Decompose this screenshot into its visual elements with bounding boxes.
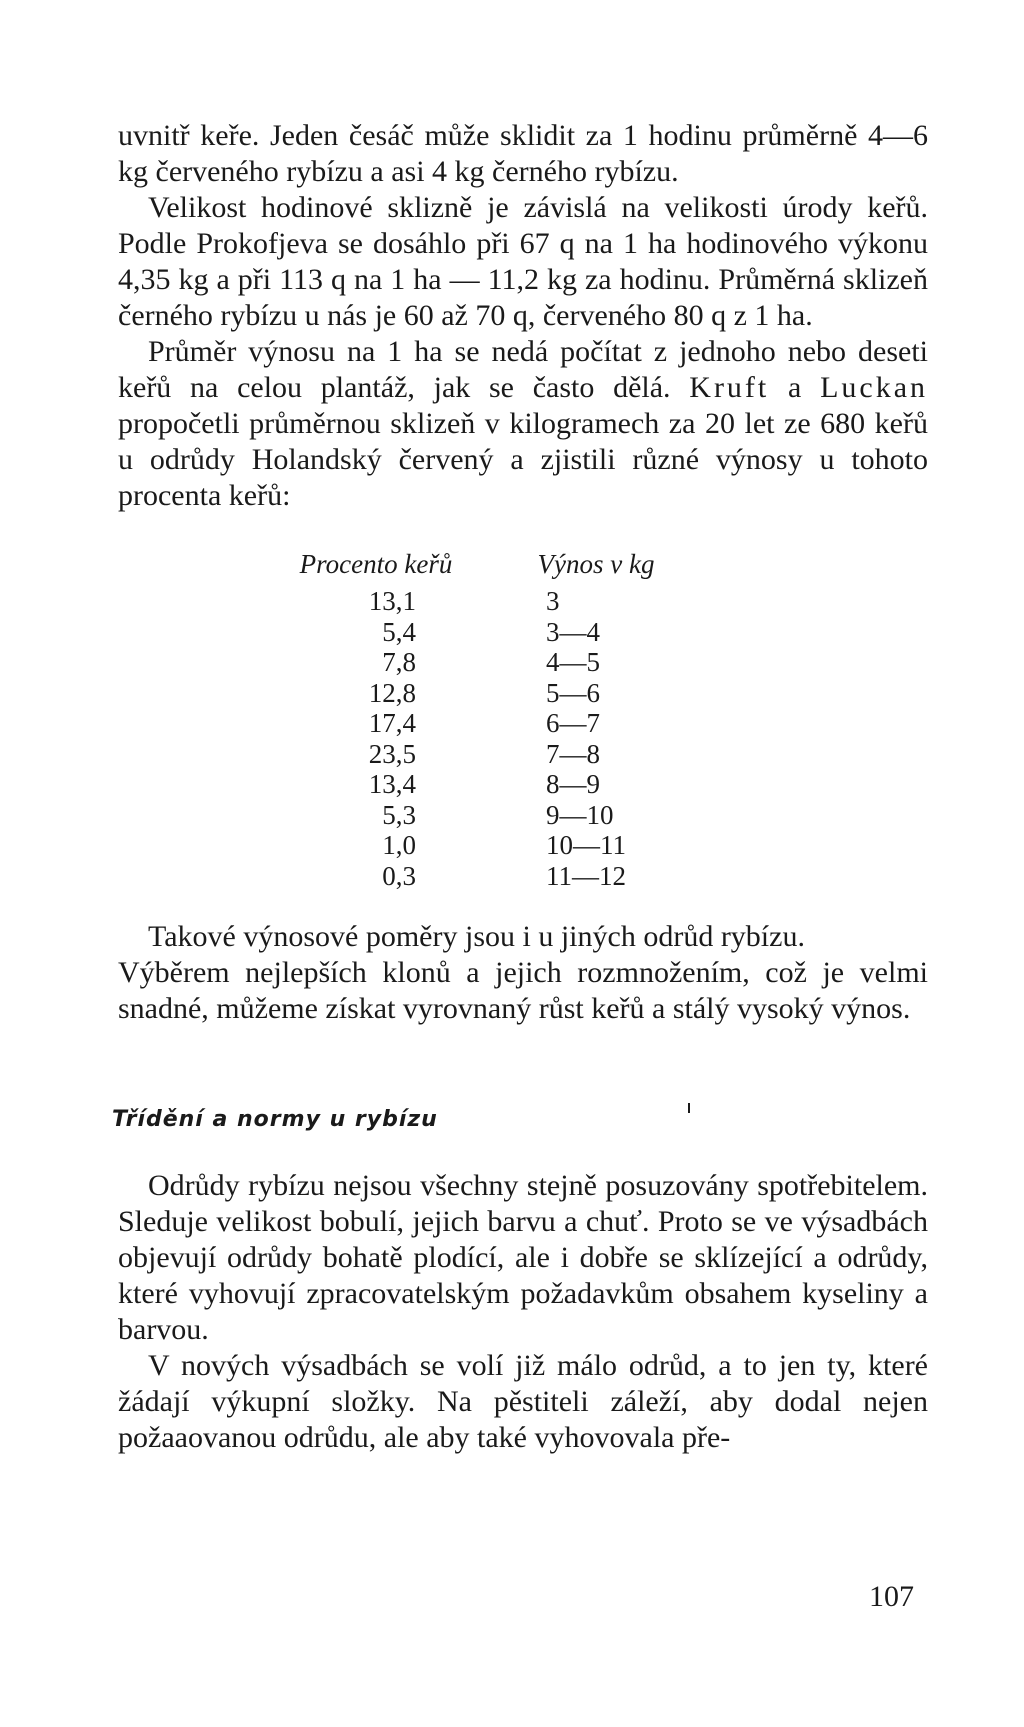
cell-yield: 8—9 <box>546 769 600 799</box>
cell-percent: 12,8 <box>368 677 416 708</box>
yield-table <box>256 548 726 891</box>
cell-percent: 1,0 <box>382 830 416 860</box>
cell-yield: 7—8 <box>546 738 600 769</box>
page-content <box>112 118 929 1456</box>
paragraph-2: Velikost hodinové sklizně je závislá na velikosti úrody keřů. Podle Prokofjeva se dosáhlo při 67 q na 1 ha hodinového výkonu 4,35 kg a při 113 q na 1 ha — 11,2 kg za hodinu. Průměrná sklizeň černého rybízu u nás je 60 až 70 q, červeného 80 q z 1 ha. <box>118 191 928 332</box>
table-row <box>256 586 726 617</box>
cell-percent: 7,8 <box>382 647 416 677</box>
paragraph-5: Výběrem nejlepších klonů a jejich rozmnožením, což je velmi snadné, můžeme získat vyrovnaný růst keřů a stálý vysoký výnos. <box>118 956 928 1025</box>
cell-yield: 4—5 <box>546 647 600 677</box>
table-row <box>256 617 726 648</box>
table-row <box>256 861 726 892</box>
paragraph-3 <box>118 334 928 514</box>
paragraph-3-text-after: propočetli průměrnou sklizeň v kilogramech za 20 let ze 680 keřů u odrůdy Holandský červený a zjistili různé výnosy u tohoto procenta keřů: <box>118 407 928 512</box>
section-paragraph-1: Odrůdy rybízu nejsou všechny stejně posuzovány spotřebitelem. Sleduje velikost bobulí, jejich barvu a chuť. Proto se ve výsadbách objevují odrůdy bohatě plodící, ale i dobře se sklízející a odrůdy, které vyhovují zpracovatelským požadavkům obsahem kyseliny a barvou. <box>118 1169 928 1346</box>
cell-percent: 13,1 <box>368 586 416 616</box>
paragraph-3-text-before: Průměr výnosu na 1 ha se nedá počítat z jednoho nebo deseti keřů na celou plantáž, jak se často dělá. <box>118 335 928 404</box>
paragraph-1: uvnitř keře. Jeden česáč může sklidit za 1 hodinu průměrně 4—6 kg červeného rybízu a asi 4 kg černého rybízu. <box>118 119 928 188</box>
author-name-luckan: Luckan <box>820 371 929 404</box>
cell-yield: 6—7 <box>546 708 600 738</box>
cell-yield: 3—4 <box>546 616 600 647</box>
cell-percent: 5,3 <box>382 799 416 830</box>
table-row <box>256 739 726 770</box>
table-header <box>256 548 726 580</box>
cell-percent: 13,4 <box>368 769 416 799</box>
cell-percent: 0,3 <box>382 860 416 891</box>
author-name-kruft: Kruft <box>689 371 770 404</box>
page-number: 107 <box>869 1580 914 1613</box>
cell-percent: 17,4 <box>368 708 416 738</box>
section-paragraph-2: V nových výsadbách se volí již málo odrůd, a to jen ty, které žádají výkupní složky. Na pěstiteli záleží, aby dodal nejen požaaovanou odrůdu, ale aby také vyhovovala pře- <box>118 1349 928 1454</box>
paragraph-3-and: a <box>788 371 802 404</box>
cell-percent: 5,4 <box>382 616 416 647</box>
table-row <box>256 830 726 861</box>
table-row <box>256 647 726 678</box>
table-row <box>256 708 726 739</box>
cell-yield: 9—10 <box>546 799 614 830</box>
paragraph-4: Takové výnosové poměry jsou i u jiných odrůd rybízu. <box>148 920 805 953</box>
section-heading: Třídění a normy u rybízu <box>112 1107 438 1132</box>
table-row <box>256 769 726 800</box>
cell-yield: 10—11 <box>546 830 626 860</box>
table-row <box>256 678 726 709</box>
cell-percent: 23,5 <box>368 738 416 769</box>
header-percent: Procento keřů <box>299 549 453 579</box>
stray-mark <box>688 1103 690 1113</box>
table-row <box>256 800 726 831</box>
cell-yield: 3 <box>546 586 560 616</box>
table-body <box>256 586 726 891</box>
cell-yield: 11—12 <box>546 860 626 891</box>
cell-yield: 5—6 <box>546 677 600 708</box>
header-yield: Výnos v kg <box>537 549 655 579</box>
